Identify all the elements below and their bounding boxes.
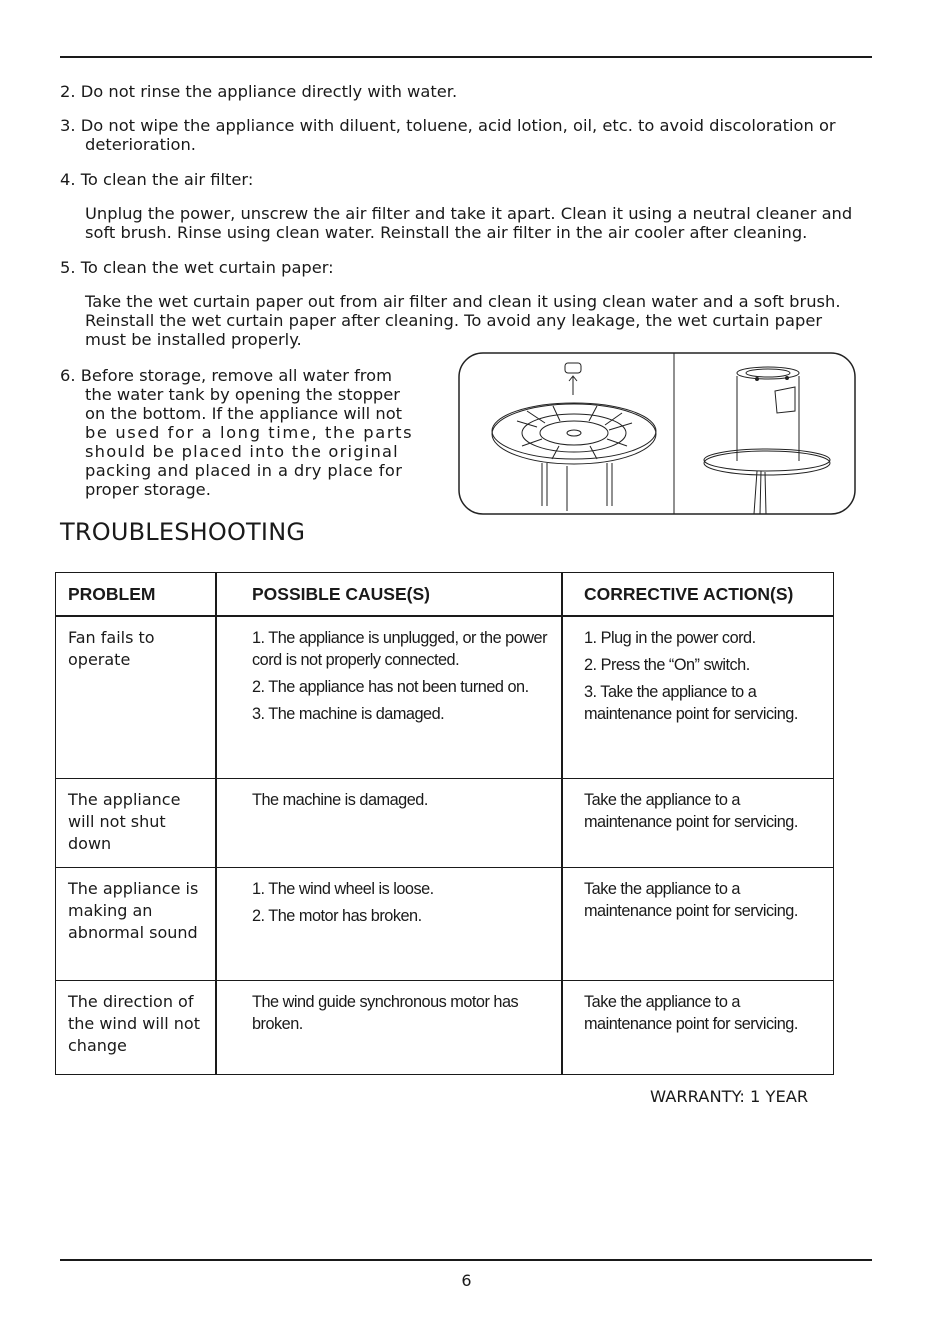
- top-rule: [60, 56, 872, 58]
- water-tank-base-icon: [492, 363, 656, 511]
- action-item: Take the appliance to a maintenance point for servicing.: [584, 992, 798, 1033]
- cause-item: The machine is damaged.: [252, 790, 428, 809]
- action-item: 2. Press the “On” switch.: [584, 656, 750, 674]
- instruction-text: must be installed properly.: [85, 330, 302, 349]
- instruction-text: be used for a long time, the parts: [85, 423, 414, 442]
- cause-item: 3. The machine is damaged.: [252, 705, 445, 723]
- cause-cell: [216, 980, 562, 1074]
- column-header-problem: PROBLEM: [56, 573, 217, 617]
- warranty-note: WARRANTY: 1 YEAR: [650, 1087, 809, 1106]
- cause-item: 2. The appliance has not been turned on.: [252, 678, 529, 696]
- column-header-action: CORRECTIVE ACTION(S): [562, 573, 834, 617]
- table-header-row: [56, 573, 834, 617]
- unit-drain-icon: [704, 367, 830, 514]
- instruction-text: Unplug the power, unscrew the air filter and take it apart. Clean it using a neutral cleaner and: [85, 204, 853, 223]
- instruction-text: deterioration.: [85, 135, 196, 154]
- cause-cell: [216, 616, 562, 778]
- instruction-text: 5. To clean the wet curtain paper:: [60, 258, 334, 277]
- action-cell: [562, 616, 834, 778]
- page-number: 6: [461, 1271, 472, 1290]
- problem-cell: The appliance will not shut down: [56, 778, 217, 867]
- instruction-text: 6. Before storage, remove all water from: [60, 366, 392, 385]
- table-row: [56, 616, 834, 778]
- instruction-item-2: [60, 82, 878, 101]
- cause-cell: [216, 778, 562, 867]
- instruction-item-3: [60, 116, 878, 154]
- action-cell: [562, 867, 834, 980]
- cause-cell: [216, 867, 562, 980]
- cause-item: 1. The appliance is unplugged, or the power cord is not properly connected.: [252, 629, 547, 669]
- cause-item: The wind guide synchronous motor has broken.: [252, 992, 519, 1033]
- table-row: [56, 778, 834, 867]
- instruction-text: soft brush. Rinse using clean water. Reinstall the air filter in the air cooler after cleaning.: [85, 223, 808, 242]
- instruction-text: 4. To clean the air filter:: [60, 170, 254, 189]
- action-cell: [562, 980, 834, 1074]
- action-item: Take the appliance to a maintenance point for servicing.: [584, 790, 798, 831]
- problem-cell: Fan fails to operate: [56, 616, 217, 778]
- instruction-item-4: [60, 170, 878, 189]
- instruction-text: Reinstall the wet curtain paper after cleaning. To avoid any leakage, the wet curtain paper: [85, 311, 823, 330]
- column-header-cause: POSSIBLE CAUSE(S): [216, 573, 562, 617]
- instruction-text: Take the wet curtain paper out from air filter and clean it using clean water and a soft brush.: [85, 292, 841, 311]
- storage-illustration: [457, 351, 857, 516]
- cause-item: 1. The wind wheel is loose.: [252, 879, 434, 898]
- action-item: 1. Plug in the power cord.: [584, 629, 756, 647]
- instruction-item-6: [60, 366, 428, 499]
- bottom-rule: [60, 1259, 872, 1261]
- troubleshooting-table: [55, 572, 834, 1075]
- instruction-item-5-body: [85, 292, 880, 349]
- action-item: Take the appliance to a maintenance point for servicing.: [584, 879, 798, 920]
- instruction-item-5: [60, 258, 878, 277]
- instruction-text: proper storage.: [85, 480, 211, 499]
- action-item: 3. Take the appliance to a maintenance point for servicing.: [584, 683, 798, 723]
- instruction-text: the water tank by opening the stopper: [85, 385, 400, 404]
- instruction-item-4-body: [85, 204, 880, 242]
- instruction-text: on the bottom. If the appliance will not: [85, 404, 403, 423]
- problem-cell: The direction of the wind will not change: [56, 980, 217, 1074]
- instruction-text: 3. Do not wipe the appliance with diluent, toluene, acid lotion, oil, etc. to avoid discoloration or: [60, 116, 836, 135]
- troubleshooting-heading: TROUBLESHOOTING: [60, 518, 306, 546]
- action-cell: [562, 778, 834, 867]
- problem-cell: The appliance is making an abnormal sound: [56, 867, 217, 980]
- instruction-text: should be placed into the original: [85, 442, 399, 461]
- cause-item: 2. The motor has broken.: [252, 906, 422, 925]
- table-row: [56, 980, 834, 1074]
- instruction-text: 2. Do not rinse the appliance directly with water.: [60, 82, 458, 101]
- table-row: [56, 867, 834, 980]
- instruction-text: packing and placed in a dry place for: [85, 461, 403, 480]
